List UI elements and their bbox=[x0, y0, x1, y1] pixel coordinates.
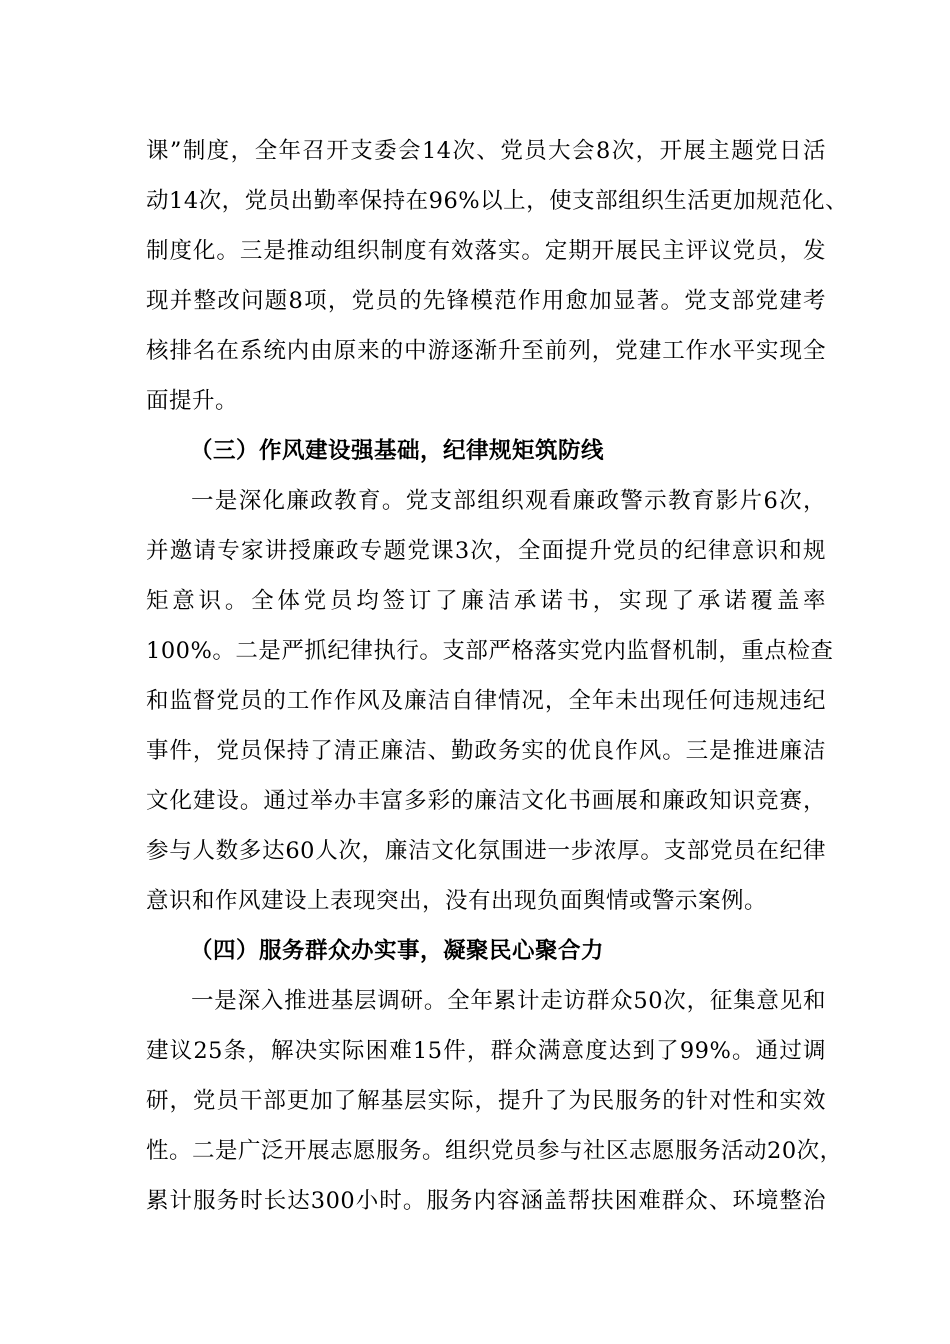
body-line: 核排名在系统内由原来的中游逐渐升至前列，党建工作水平实现全 bbox=[146, 338, 826, 364]
body-line: 文化建设。通过举办丰富多彩的廉洁文化书画展和廉政知识竞赛， bbox=[146, 788, 826, 814]
body-line: 课”制度，全年召开支委会14次、党员大会8次，开展主题党日活 bbox=[146, 138, 826, 164]
body-line: 矩意识。全体党员均签订了廉洁承诺书，实现了承诺覆盖率 bbox=[146, 588, 826, 614]
section-heading-3: （三）作风建设强基础，纪律规矩筑防线 bbox=[190, 438, 605, 464]
body-line: 建议25条，解决实际困难15件，群众满意度达到了99%。通过调 bbox=[146, 1038, 826, 1064]
body-line: 意识和作风建设上表现突出，没有出现负面舆情或警示案例。 bbox=[146, 888, 768, 914]
paragraph-first-line: 一是深入推进基层调研。全年累计走访群众50次，征集意见和 bbox=[191, 988, 826, 1014]
paragraph-first-line: 一是深化廉政教育。党支部组织观看廉政警示教育影片6次， bbox=[191, 488, 826, 514]
body-line: 100%。二是严抓纪律执行。支部严格落实党内监督机制，重点检查 bbox=[146, 638, 834, 664]
body-line: 现并整改问题8项，党员的先锋模范作用愈加显著。党支部党建考 bbox=[146, 288, 826, 314]
body-line: 制度化。三是推动组织制度有效落实。定期开展民主评议党员，发 bbox=[146, 238, 826, 264]
body-line: 和监督党员的工作作风及廉洁自律情况，全年未出现任何违规违纪 bbox=[146, 688, 826, 714]
body-line: 研，党员干部更加了解基层实际，提升了为民服务的针对性和实效 bbox=[146, 1088, 826, 1114]
body-line: 参与人数多达60人次，廉洁文化氛围进一步浓厚。支部党员在纪律 bbox=[146, 838, 826, 864]
body-line: 面提升。 bbox=[146, 388, 239, 414]
body-line: 性。二是广泛开展志愿服务。组织党员参与社区志愿服务活动20次， bbox=[146, 1138, 843, 1164]
body-line: 并邀请专家讲授廉政专题党课3次，全面提升党员的纪律意识和规 bbox=[146, 538, 826, 564]
body-line: 动14次，党员出勤率保持在96%以上，使支部组织生活更加规范化、 bbox=[146, 188, 849, 214]
body-line: 事件，党员保持了清正廉洁、勤政务实的优良作风。三是推进廉洁 bbox=[146, 738, 826, 764]
section-heading-4: （四）服务群众办实事，凝聚民心聚合力 bbox=[190, 938, 605, 964]
body-line: 累计服务时长达300小时。服务内容涵盖帮扶困难群众、环境整治 bbox=[146, 1188, 826, 1214]
